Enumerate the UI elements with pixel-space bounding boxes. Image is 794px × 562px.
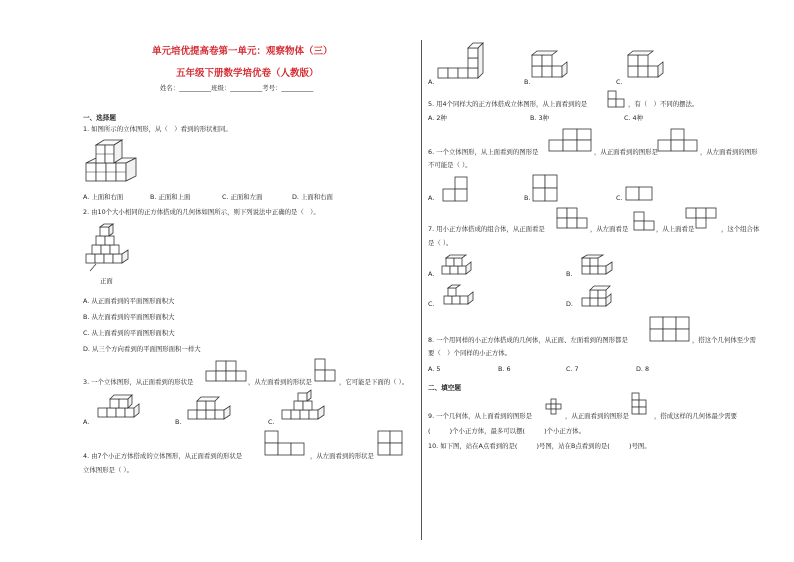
section-fill-heading: 二、填空题 [428,384,461,392]
q7-text-part4: ，这个组合体 [721,225,760,233]
q5-text-part1: 5. 用4个同样大的正方体搭成立体图形，从上面看到的是 [428,100,588,108]
q7-text-part2: ，从左面看是 [590,225,629,233]
q9-front-view-grid [632,392,652,416]
q4-text-part3: 立体图形是（ ）。 [83,466,133,474]
q2-option-c[interactable]: C. 从上面看到的平面图形面积大 [83,329,175,337]
q7-option-a-figure [440,254,474,278]
q1-option-a[interactable]: A. 上面和右面 [83,193,124,201]
q7-text-part5: 是（ ）。 [428,239,453,247]
q2-option-a[interactable]: A. 从正面看到的平面图形面积大 [83,297,175,305]
q6-option-b[interactable]: B. [524,194,531,202]
q1-option-c[interactable]: C. 正面和左面 [222,193,263,201]
q8-text-part3: 要（ ）个同样的小正方体。 [428,349,512,357]
q8-text-part2: ，搭这个几何体至少需 [692,336,756,344]
q2-front-label: 正面 [100,277,113,285]
q2-option-b[interactable]: B. 从左面看到的平面图形面积大 [83,313,175,321]
q7-top-view-grid [686,207,720,231]
q8-option-b[interactable]: B. 6 [498,365,511,373]
q2-option-d[interactable]: D. 从三个方向看到的平面图形面积一样大 [83,345,201,353]
column-divider [421,40,422,540]
q3-option-a-figure [96,392,140,422]
q4-text-part2: ，从左面看到的形状是 [310,452,374,460]
q7-option-b-figure [580,254,616,278]
q5-text-part2: ，有（ ）不同的摆法。 [628,100,699,108]
q6-option-c[interactable]: C. [616,194,623,202]
q4-option-a[interactable]: A. [428,78,435,86]
worksheet-title: 单元培优提高卷第一单元：观察物体（三） [152,46,333,57]
q8-option-d[interactable]: D. 8 [636,365,650,373]
q4-option-c[interactable]: C. [616,78,623,86]
q3-text-part3: ，它可能是下面的（ ）。 [339,378,409,386]
q3-option-b[interactable]: B. [175,418,182,426]
q8-text-part1: 8. 一个用同样的小正方体搭成的几何体，从正面、左面看到的图形都是 [428,336,628,344]
q1-cube-figure [84,137,144,185]
worksheet-subtitle: 五年级下册数学培优卷（人教版） [176,68,319,79]
q4-option-a-figure [436,40,486,80]
q1-option-b[interactable]: B. 正面和上面 [150,193,191,201]
q7-option-b[interactable]: B. [566,270,573,278]
q5-option-c[interactable]: C. 4种 [624,114,643,122]
student-info-line: 姓名：__________班级：__________考号：__________ [160,84,314,92]
q7-option-d-figure [580,284,614,310]
q3-option-c-figure [280,392,326,424]
q1-option-d[interactable]: D. 上面和右面 [292,193,333,201]
q4-left-view-grid [378,430,406,458]
q4-front-view-grid [265,430,307,458]
q4-option-b-figure [530,50,570,80]
q9-text-part2: ，从正面看到的图形是 [565,412,629,420]
q4-option-c-figure [626,50,666,80]
q9-top-view-grid [546,398,564,418]
q1-text: 1. 如图所示的立体图形，从（ ）看到的形状相同。 [83,125,232,133]
q2-text: 2. 由10个大小相同的正方体搭成的几何体如图所示，则下列说法中正确的是（ ）。 [83,208,320,216]
q7-option-c[interactable]: C. [428,300,435,308]
q8-option-a[interactable]: A. 5 [428,365,441,373]
q5-option-b[interactable]: B. 3种 [530,114,549,122]
q7-option-d[interactable]: D. [566,300,573,308]
q7-option-c-figure [442,284,476,308]
q3-text-part2: ，从左面看到的形状是 [248,378,312,386]
q9-text-part1: 9. 一个几何体，从上面看到的图形是 [428,412,532,420]
q6-text-part1: 6. 一个立体图形，从上面看到的图形是 [428,148,539,156]
q6-text-part4: 不可能是（ ）。 [428,161,472,169]
q8-view-grid [650,316,690,344]
q7-text-part3: ，从上面看是 [656,225,695,233]
q6-option-b-grid [533,174,559,202]
q5-option-a[interactable]: A. 2种 [428,114,447,122]
q10-text: 10. 如下图，站在A点看到的是( )号图，站在B点看到的是( )号图。 [428,442,651,450]
q3-left-view-grid [315,357,335,383]
q4-option-b[interactable]: B. [524,78,531,86]
q6-option-a[interactable]: A. [428,194,435,202]
q7-option-a[interactable]: A. [428,270,435,278]
q6-front-view-grid [658,128,698,154]
q5-top-view-grid [608,90,628,110]
q3-text-part1: 3. 一个立体图形，从正面看到的形状是 [83,378,194,386]
q6-text-part2: ，从正面看到的图形是 [594,148,658,156]
q8-option-c[interactable]: C. 7 [566,365,579,373]
q7-left-view-grid [634,211,656,233]
q7-front-view-grid [557,207,589,231]
q4-text-part1: 4. 由7个小正方体搭成的立体图形，从正面看到的形状是 [83,452,243,460]
q6-top-view-grid [549,128,593,154]
q6-option-a-grid [443,176,469,202]
q6-option-c-grid [626,186,654,202]
q9-text-part4: ( )个小正方体，最多可以摆( )个小正方体。 [428,427,585,435]
q3-front-view-grid [206,360,246,384]
q7-text-part1: 7. 用小正方体搭成的组合体，从正面看是 [428,225,545,233]
q3-option-c[interactable]: C. [268,418,275,426]
q3-option-a[interactable]: A. [83,418,90,426]
section-choice-heading: 一、选择题 [83,114,116,122]
q9-text-part3: ，搭成这样的几何体最少需要 [654,412,738,420]
q2-cube-staircase-figure [84,222,134,272]
q6-text-part3: ，从左面看到的图形 [700,148,758,156]
q3-option-b-figure [186,394,232,424]
